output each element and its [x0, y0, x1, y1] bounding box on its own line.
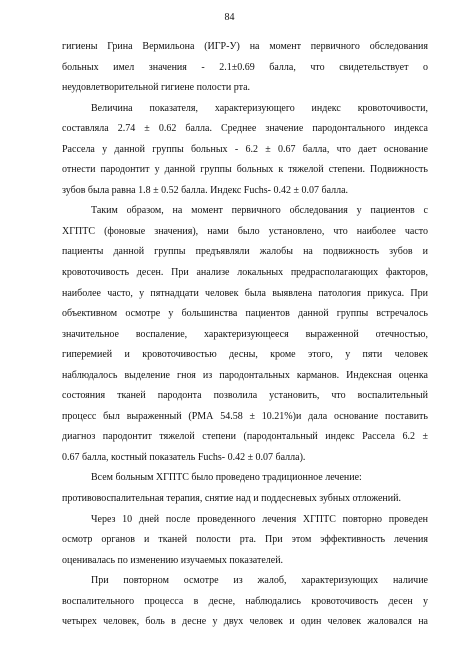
paragraph-text — [62, 468, 428, 509]
text-line: пациенты данной группы предъявляли жалобы на подвижность зубов и — [62, 246, 428, 258]
text-line: Через 10 дней после проведенного лечения ХГПТС повторно проведен — [91, 513, 428, 525]
paragraph-text — [62, 201, 428, 468]
text-line: неудовлетворительной гигиене полости рта. — [62, 82, 251, 94]
body-text — [62, 37, 428, 633]
paragraph-initial-examination — [62, 201, 428, 468]
text-line: наблюдалось выделение гноя из пародонтальных карманов. Индексная оценка — [62, 369, 428, 381]
paragraph-text — [62, 571, 428, 633]
text-line: Таким образом, на момент первичного обследования у пациентов с — [91, 205, 428, 217]
text-line: зубов была равна 1.8 ± 0.52 балла. Индекс Fuchs- 0.42 ± 0.07 балла. — [62, 184, 349, 196]
text-line: Всем больным ХГПТС было проведено традиционное лечение: — [91, 472, 362, 484]
text-line: составляла 2.74 ± 0.62 балла. Среднее значение пародонтального индекса — [62, 123, 428, 135]
text-line: Рассела у данной группы больных - 6.2 ± 0.67 балла, что дает основание — [62, 143, 428, 155]
text-line: гигиены Грина Вермильона (ИГР-У) на момент первичного обследования — [62, 41, 428, 52]
paragraph-bleeding-index — [62, 99, 428, 202]
text-line: воспалительного процесса в десне, наблюдались кровоточивость десен у — [62, 595, 428, 607]
text-line: оценивалась по изменению изучаемых показателей. — [62, 554, 284, 566]
page-number: 84 — [224, 12, 235, 23]
text-line: противовоспалительная терапия, снятие над и поддесневых зубных отложений. — [62, 493, 401, 505]
text-line: больных имел значения - 2.1±0.69 балла, что свидетельствует о — [62, 61, 428, 73]
text-line: состояния тканей пародонта позволила установить, что воспалительный — [62, 390, 428, 402]
text-line: ХГПТС (фоновые значения), нами было установлено, что наиболее часто — [62, 225, 428, 237]
paragraph-repeat-examination — [62, 510, 428, 572]
text-line: наиболее часто, у пятнадцати человек была выявлена патология прикуса. При — [62, 287, 428, 299]
paragraph-text — [62, 510, 428, 572]
text-line: диагноз пародонтит тяжелой степени (пародонтальный индекс Рассела 6.2 ± — [62, 431, 428, 443]
text-line: кровоточивость десен. При анализе локальных предрасполагающих факторов, — [62, 267, 428, 279]
text-line: процесс был выраженный (РМА 54.58 ± 10.21%)и дала основание поставить — [62, 410, 428, 422]
paragraph-text — [62, 99, 428, 202]
text-line: 0.67 балла, костный показатель Fuchs- 0.42 ± 0.07 балла). — [62, 451, 306, 463]
text-line: осмотр органов и тканей полости рта. При этом эффективность лечения — [62, 534, 428, 546]
text-line: четырех человек, боль в десне у двух человек и один человек жаловался на — [62, 616, 428, 628]
text-line: При повторном осмотре из жалоб, характеризующих наличие — [91, 575, 428, 587]
paragraph-igr-index — [62, 37, 428, 99]
paragraph-complaints — [62, 571, 428, 633]
paragraph-treatment — [62, 468, 428, 509]
text-line: значительное воспаление, характеризующееся выраженной отечностью, — [62, 328, 428, 340]
paragraph-text — [62, 37, 428, 99]
text-line: объективном осмотре у большинства пациентов данной группы встречалось — [62, 308, 428, 320]
text-line: отнести пародонтит у данной группы больных к тяжелой степени. Подвижность — [62, 164, 428, 176]
text-line: гиперемией и кровоточивостью десны, кроме этого, у пяти человек — [62, 349, 428, 361]
text-line: Величина показателя, характеризующего индекс кровоточивости, — [91, 102, 428, 114]
